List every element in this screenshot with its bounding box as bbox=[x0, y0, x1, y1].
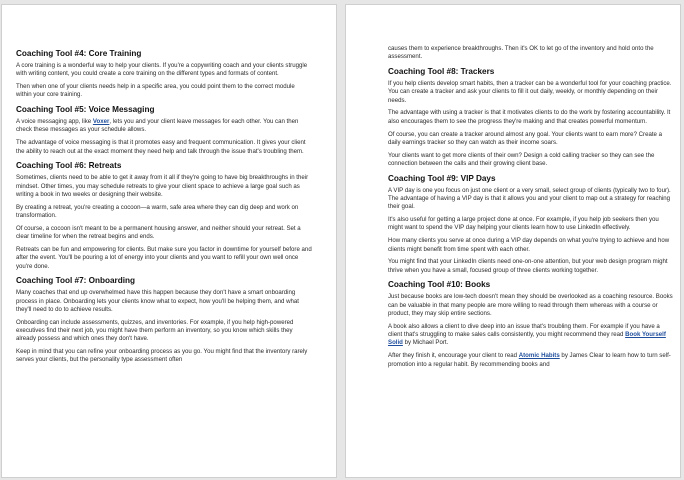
paragraph: The advantage of voice messaging is that it promotes easy and frequent communication. It gives your client the ability to reach out at the exact moment they need help and talk through the issue that's troubling them. bbox=[16, 139, 306, 155]
paragraph bbox=[16, 118, 312, 135]
paragraph-continued: causes them to experience breakthroughs. Then it's OK to let go of the inventory and hold onto the assessment. bbox=[388, 45, 654, 61]
section-heading-books: Coaching Tool #10: Books bbox=[388, 280, 491, 290]
paragraph: Retreats can be fun and empowering for clients. But make sure you factor in downtime for yourself before and after the event. You'll be pouring a lot of energy into your clients and you want to refill your own well once you're done. bbox=[16, 245, 312, 270]
paragraph: If you help clients develop smart habits, then a tracker can be a wonderful tool for your coaching practice. You can create a tracker and ask your clients to fill it out daily, weekly, or monthly depending on their needs. bbox=[388, 80, 672, 104]
atomic-habits-link[interactable]: Atomic Habits bbox=[518, 352, 560, 360]
paragraph: It's also useful for getting a large project done at once. For example, if you help job seekers then you might want to spend the VIP day helping your clients learn how to use LinkedIn effectively. bbox=[388, 216, 659, 232]
section-heading-vip-days: Coaching Tool #9: VIP Days bbox=[388, 173, 496, 183]
paragraph: The advantage with using a tracker is that it motivates clients to do the work by fostering accountability. It also encourages them to see the progress they're making and that creates powerful momentum. bbox=[388, 109, 671, 125]
text-run: A voice messaging app, like bbox=[16, 118, 93, 126]
page-content bbox=[388, 45, 674, 373]
paragraph bbox=[388, 352, 674, 369]
text-run: After they finish it, encourage your client to read bbox=[388, 352, 519, 360]
paragraph: Keep in mind that you can refine your onboarding process as you go. You might find that the inventory rarely serves your clients, but the personality type assessment often bbox=[16, 348, 308, 364]
document-page-left bbox=[1, 4, 337, 478]
paragraph: A core training is a wonderful way to help your clients. If you're a copywriting coach and your clients struggle with writing content, you could create a core training on the different types and formats of content. bbox=[16, 62, 308, 78]
page-content bbox=[16, 45, 312, 369]
text-run: A book also allows a client to dive deep into an issue that's troubling them. For example if you have a client that's struggling to make sales calls consistently, you might recommend they read bbox=[388, 322, 660, 339]
paragraph: How many clients you serve at once during a VIP day depends on what you're trying to achieve and how clients might benefit from time spent with each other. bbox=[388, 237, 670, 253]
text-run: by Michael Port. bbox=[402, 339, 449, 347]
text-run: , lets you and your client leave messages for each other. You can then check these messages as your schedule allows. bbox=[16, 118, 299, 134]
section-heading-retreats: Coaching Tool #6: Retreats bbox=[16, 161, 122, 171]
paragraph: Just because books are low-tech doesn't mean they should be overlooked as a coaching resource. Books can be valuable in that many people are more willing to read through them whereas with a course or product, they may skip entire sections. bbox=[388, 293, 673, 318]
paragraph: A VIP day is one you focus on just one client or a very small, select group of clients (typically two to four). The advantage of having a VIP day is that it allows you and your client to map out a strategy for reaching their goal. bbox=[388, 186, 671, 211]
paragraph: Your clients want to get more clients of their own? Design a cold calling tracker so they can see the connection between the calls and their growing client base. bbox=[388, 151, 655, 167]
paragraph: Many coaches that end up overwhelmed have this happen because they don't have a smart onboarding process in place. Onboarding lets your clients know what to expect, how you'll be helping them, and what they'll need to do to achieve results. bbox=[16, 289, 299, 313]
paragraph: Then when one of your clients needs help in a specific area, you could point them to the correct module within your core training. bbox=[16, 83, 295, 99]
paragraph: Of course, you can create a tracker around almost any goal. Your clients want to earn more? Create a daily earnings tracker so they can watch as their income soars. bbox=[388, 130, 663, 146]
section-heading-voice-messaging: Coaching Tool #5: Voice Messaging bbox=[16, 105, 155, 115]
section-heading-onboarding: Coaching Tool #7: Onboarding bbox=[16, 276, 136, 286]
text-run: by James Clear to learn how to turn self-promotion into a regular habit. By recommending books and bbox=[388, 352, 671, 368]
document-page-right bbox=[345, 4, 681, 478]
paragraph: Sometimes, clients need to be able to get it away from it all if they're going to have big breakthroughs in their mindset. Other times, you may schedule retreats to give your client space to achieve a large goal such as writing a book in two weeks or designing their website. bbox=[16, 174, 309, 198]
paragraph bbox=[388, 323, 674, 348]
paragraph: By creating a retreat, you're creating a cocoon—a warm, safe area where they can dig deep and work on transformation. bbox=[16, 203, 299, 220]
section-heading-trackers: Coaching Tool #8: Trackers bbox=[388, 67, 495, 77]
paragraph: You might find that your LinkedIn clients need one-on-one attention, but your web design program might thrive when you have a small, focused group of three clients working together. bbox=[388, 258, 668, 274]
section-heading-core-training: Coaching Tool #4: Core Training bbox=[16, 49, 142, 58]
paragraph: Onboarding can include assessments, quizzes, and inventories. For example, if you help high-powered executives find their next job, you might have them perform an inventory, so you know which skills they already possess and which ones they don't have. bbox=[16, 318, 294, 343]
paragraph: Of course, a cocoon isn't meant to be a permanent housing answer, and neither should your retreat. Set a clear timeline for when the retreat begins and ends. bbox=[16, 224, 301, 241]
book-yourself-solid-link[interactable]: Book Yourself Solid bbox=[388, 331, 666, 347]
voxer-link[interactable]: Voxer bbox=[92, 118, 110, 126]
